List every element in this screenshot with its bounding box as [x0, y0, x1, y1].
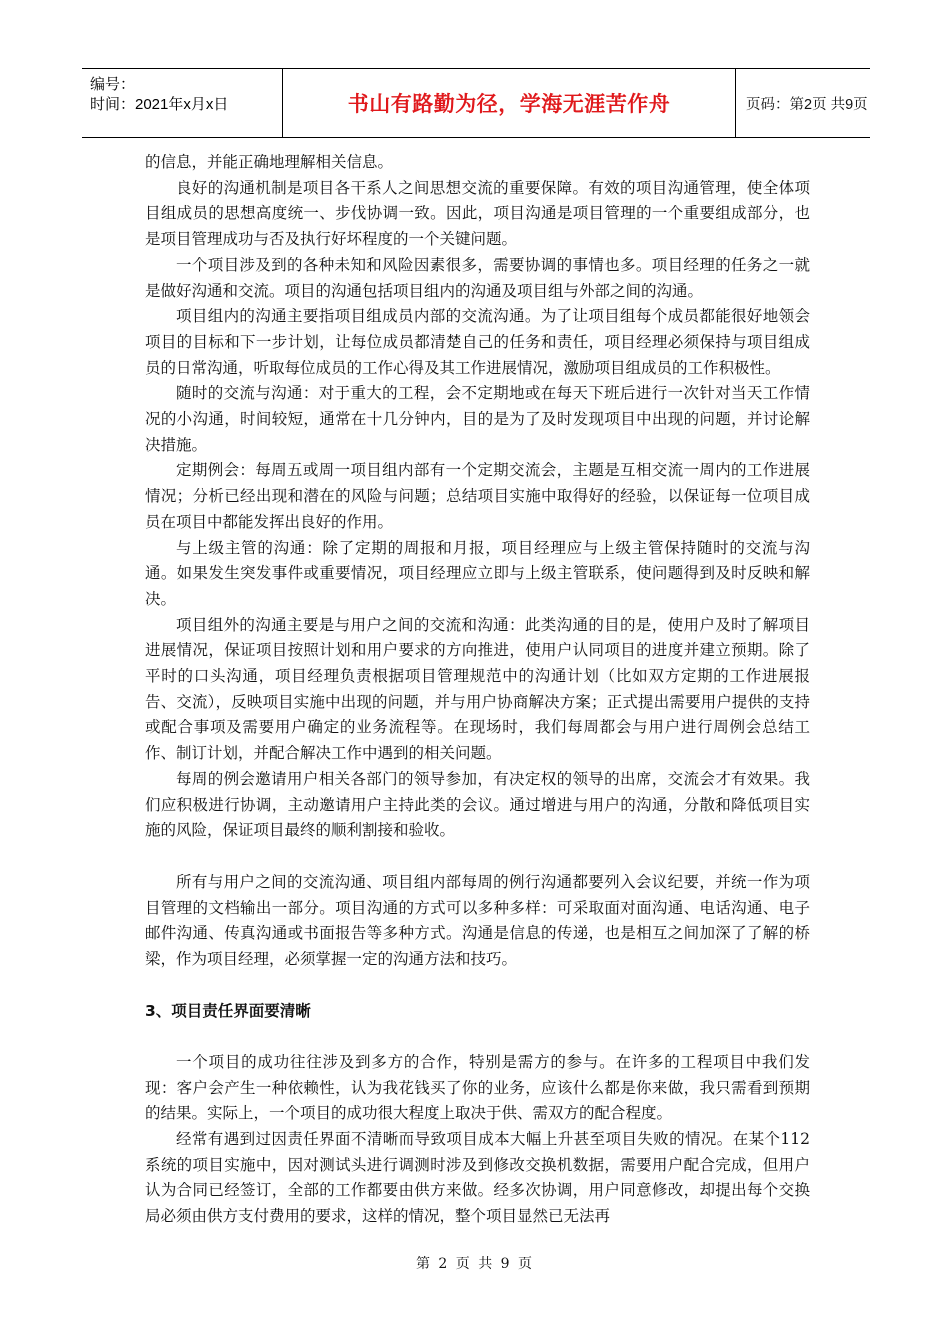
section-heading: 3、项目责任界面要清晰 — [145, 1001, 311, 1020]
document-body — [145, 150, 810, 1230]
page-footer: 第 2 页 共 9 页 — [415, 1256, 535, 1272]
paragraph: 项目组内的沟通主要指项目组成员内部的交流沟通。为了让项目组每个成员都能很好地领会项目的目标和下一步计划，让每位成员都清楚自己的任务和责任，项目经理必须保持与项目组成员的日常沟通，听取每位成员的工作心得及其工作进展情况，激励项目组成员的工作积极性。 — [145, 307, 810, 377]
paragraph: 经常有遇到过因责任界面不清晰而导致项目成本大幅上升甚至项目失败的情况。在某个112系统的项目实施中，因对测试头进行调测时涉及到修改交换机数据，需要用户配合完成，但用户认为合同已经签订，全部的工作都要由供方来做。经多次协调，用户同意修改，却提出每个交换局必须由供方支付费用的要求，这样的情况，整个项目显然已无法再 — [145, 1129, 810, 1226]
paragraph-spacer — [145, 973, 810, 999]
document-time-label: 时间：2021年x月x日 — [90, 96, 229, 113]
paragraph-spacer — [145, 1024, 810, 1050]
paragraph: 定期例会：每周五或周一项目组内部有一个定期交流会，主题是互相交流一周内的工作进展情况；分析已经出现和潜在的风险与问题；总结项目实施中取得好的经验，以保证每一位项目成员在项目中都能发挥出良好的作用。 — [145, 461, 810, 531]
paragraph: 随时的交流与沟通：对于重大的工程，会不定期地或在每天下班后进行一次针对当天工作情况的小沟通，时间较短，通常在十几分钟内，目的是为了及时发现项目中出现的问题，并讨论解决措施。 — [145, 384, 810, 454]
header-motto-cell — [283, 69, 736, 137]
paragraph: 与上级主管的沟通：除了定期的周报和月报，项目经理应与上级主管保持随时的交流与沟通。如果发生突发事件或重要情况，项目经理应立即与上级主管联系，使问题得到及时反映和解决。 — [145, 538, 810, 608]
header-page-cell — [736, 69, 880, 137]
paragraph: 良好的沟通机制是项目各干系人之间思想交流的重要保障。有效的项目沟通管理，使全体项目组成员的思想高度统一、步伐协调一致。因此，项目沟通是项目管理的一个重要组成部分，也是项目管理成功与否及执行好坏程度的一个关键问题。 — [145, 178, 810, 249]
header-motto: 书山有路勤为径，学海无涯苦作舟 — [347, 92, 671, 116]
paragraph-spacer — [145, 844, 810, 870]
paragraph: 所有与用户之间的交流沟通、项目组内部每周的例行沟通都要列入会议纪要，并统一作为项目管理的文档输出一部分。项目沟通的方式可以多种多样：可采取面对面沟通、电话沟通、电子邮件沟通、传真沟通或书面报告等多种方式。沟通是信息的传递，也是相互之间加深了了解的桥梁，作为项目经理，必须掌握一定的沟通方法和技巧。 — [145, 872, 810, 969]
paragraph: 一个项目涉及到的各种未知和风险因素很多，需要协调的事情也多。项目经理的任务之一就是做好沟通和交流。项目的沟通包括项目组内的沟通及项目组与外部之间的沟通。 — [145, 255, 810, 300]
paragraph: 每周的例会邀请用户相关各部门的领导参加，有决定权的领导的出席，交流会才有效果。我们应积极进行协调，主动邀请用户主持此类的会议。通过增进与用户的沟通，分散和降低项目实施的风险，保证项目最终的顺利割接和验收。 — [145, 769, 810, 840]
header-page-label: 页码：第2页 共9页 — [746, 96, 868, 113]
paragraph: 的信息，并能正确地理解相关信息。 — [145, 153, 394, 171]
document-number-label: 编号： — [90, 76, 136, 93]
page-header — [82, 68, 870, 138]
paragraph: 项目组外的沟通主要是与用户之间的交流和沟通：此类沟通的目的是，使用户及时了解项目进展情况，保证项目按照计划和用户要求的方向推进，使用户认同项目的进度并建立预期。除了平时的口头沟通，项目经理负责根据项目管理规范中的沟通计划（比如双方定期的工作进展报告、交流），反映项目实施中出现的问题，并与用户协商解决方案；正式提出需要用户提供的支持或配合事项及需要用户确定的业务流程等。在现场时，我们每周都会与用户进行周例会总结工作、制订计划，并配合解决工作中遇到的相关问题。 — [145, 615, 810, 763]
paragraph: 一个项目的成功往往涉及到多方的合作，特别是需方的参与。在许多的工程项目中我们发现：客户会产生一种依赖性，认为我花钱买了你的业务，应该什么都是你来做，我只需看到预期的结果。实际上，一个项目的成功很大程度上取决于供、需双方的配合程度。 — [145, 1052, 810, 1123]
header-meta-cell — [82, 69, 283, 137]
